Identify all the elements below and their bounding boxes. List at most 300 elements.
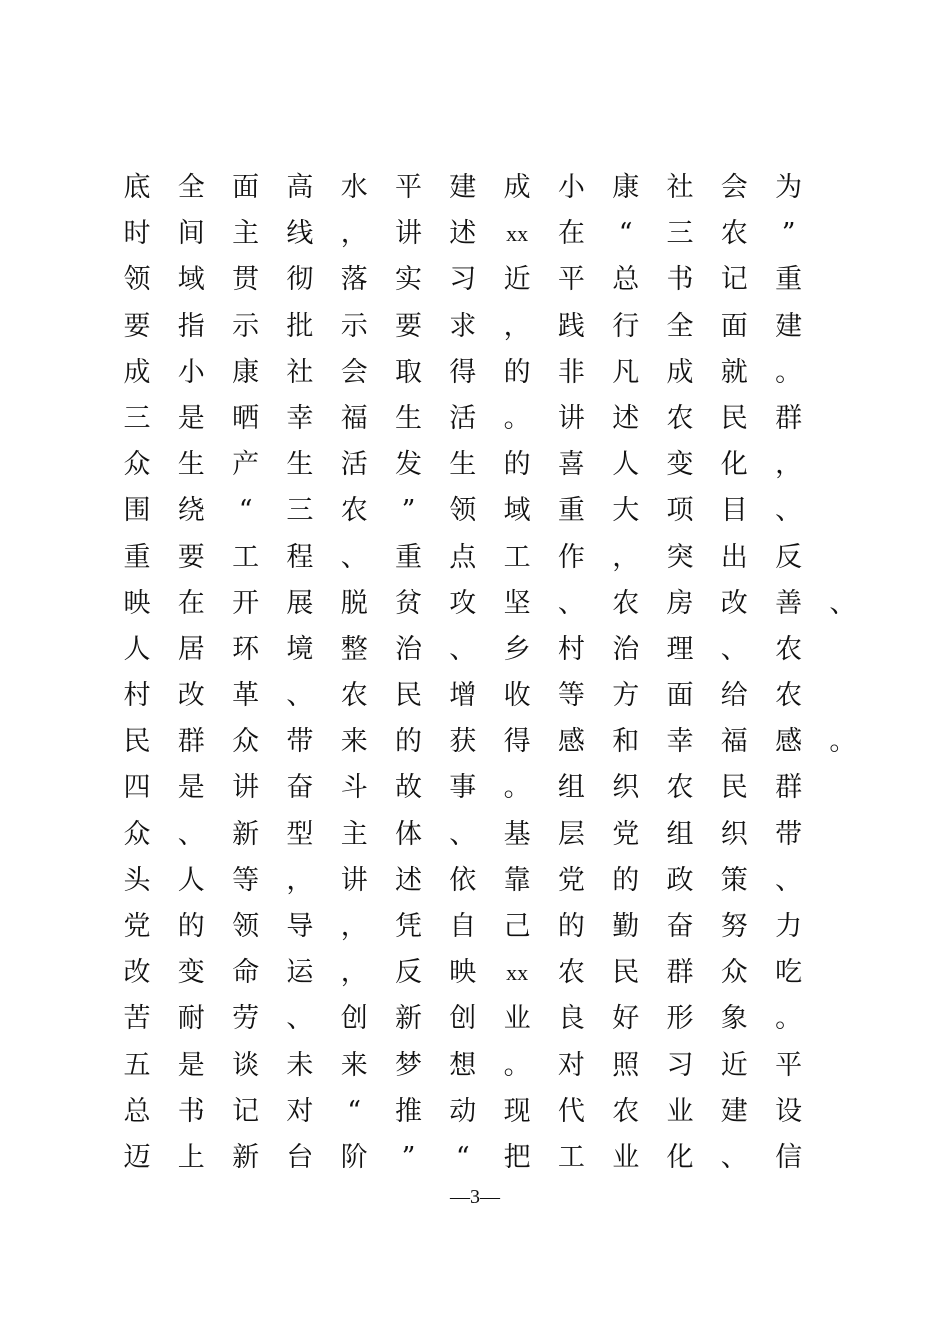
text-char: 、	[720, 1141, 748, 1173]
text-char: 行	[612, 310, 640, 342]
text-char: 晒	[232, 402, 260, 434]
text-char: 层	[557, 818, 585, 850]
text-char: 民	[612, 957, 640, 989]
text-char: 斗	[340, 772, 368, 804]
text-char: 高	[286, 172, 314, 203]
text-char: 社	[286, 356, 314, 388]
text-char: 众	[123, 449, 151, 481]
text-char: 房	[666, 587, 694, 619]
text-char: 基	[503, 818, 531, 850]
text-char: ，	[286, 864, 314, 896]
text-line	[0, 304, 950, 350]
text-char: 奋	[286, 772, 314, 804]
text-char: 居	[177, 633, 205, 665]
text-char: “	[618, 218, 633, 250]
text-char: 、	[449, 633, 477, 665]
text-char: 、	[286, 680, 314, 712]
text-char: 习	[449, 264, 477, 296]
text-char: 运	[286, 957, 314, 989]
text-char: 众	[232, 726, 260, 758]
text-char: 良	[557, 1003, 585, 1035]
text-char: 动	[449, 1095, 477, 1127]
text-char: 述	[395, 864, 422, 896]
text-char: 在	[177, 587, 205, 619]
text-char: 记	[720, 264, 748, 296]
text-char: 变	[666, 449, 694, 481]
text-line	[0, 765, 950, 811]
text-char: 把	[503, 1141, 531, 1173]
text-line	[0, 396, 950, 442]
text-char: 康	[612, 172, 640, 203]
text-char: 取	[395, 356, 422, 388]
text-char: 创	[449, 1003, 477, 1035]
text-char: 小	[557, 172, 585, 203]
text-char: 讲	[340, 864, 368, 896]
text-char: 形	[666, 1003, 694, 1035]
text-char: 农	[340, 680, 368, 712]
text-char: 组	[557, 772, 585, 804]
text-char: 带	[286, 726, 314, 758]
text-char: 民	[395, 680, 422, 712]
text-char: 彻	[286, 264, 314, 296]
text-char: 梦	[395, 1049, 422, 1081]
text-char: 勤	[612, 911, 640, 942]
text-char: 感	[775, 726, 803, 758]
text-char: 幸	[286, 402, 314, 434]
text-char: 村	[123, 680, 151, 712]
text-char: 开	[232, 587, 260, 619]
text-char: 康	[232, 356, 260, 388]
text-char: 建	[720, 1095, 748, 1127]
text-char: 吃	[775, 957, 803, 989]
text-char: 贫	[395, 587, 422, 619]
text-char: 党	[123, 911, 151, 942]
text-char: 是	[177, 1049, 205, 1081]
text-char: 、	[286, 1003, 314, 1035]
text-char: 努	[720, 911, 748, 942]
text-char: 村	[557, 633, 585, 665]
text-char: 农	[720, 218, 748, 250]
text-char: 头	[123, 864, 151, 896]
text-char: 农	[557, 957, 585, 989]
text-char: 对	[557, 1049, 585, 1081]
text-char: 乡	[503, 633, 531, 665]
text-char: 改	[177, 680, 205, 712]
text-char: 书	[666, 264, 694, 296]
text-char: 是	[177, 402, 205, 434]
text-char: 。	[775, 356, 803, 388]
text-char: 群	[177, 726, 205, 758]
text-char: 民	[720, 772, 748, 804]
text-char: 象	[720, 1003, 748, 1035]
text-char: 治	[395, 633, 422, 665]
text-char: 记	[232, 1095, 260, 1127]
text-char: ，	[612, 541, 640, 573]
text-char: ，	[503, 310, 531, 342]
text-char: 示	[232, 310, 260, 342]
text-line	[0, 1089, 950, 1135]
text-line	[0, 350, 950, 396]
text-char: 故	[395, 772, 422, 804]
text-char: 得	[503, 726, 531, 758]
text-char: 现	[503, 1095, 531, 1127]
text-char: 业	[503, 1003, 531, 1035]
text-char: 底	[123, 172, 151, 203]
page-number: —3—	[450, 1186, 500, 1208]
text-char: 、	[775, 495, 803, 527]
text-line	[0, 211, 950, 257]
text-char: 工	[503, 541, 531, 573]
text-char: 策	[720, 864, 748, 896]
text-char: 述	[612, 402, 640, 434]
text-char: 域	[503, 495, 531, 527]
text-char: 。	[829, 726, 857, 758]
text-char: ，	[340, 911, 368, 942]
text-char: 全	[666, 310, 694, 342]
text-char: 攻	[449, 587, 477, 619]
text-char: 变	[177, 957, 205, 989]
text-line	[0, 904, 950, 950]
text-char: 党	[612, 818, 640, 850]
body-text	[0, 165, 950, 1181]
text-char: 好	[612, 1003, 640, 1035]
text-char: 反	[775, 541, 803, 573]
text-char: 目	[720, 495, 748, 527]
text-char: ”	[401, 1141, 416, 1173]
text-char: 重	[775, 264, 803, 296]
text-char: 示	[340, 310, 368, 342]
text-char: 间	[177, 218, 205, 250]
text-char: 境	[286, 633, 314, 665]
text-char: 书	[177, 1095, 205, 1127]
text-char: 的	[503, 449, 531, 481]
text-char: “	[455, 1141, 470, 1173]
text-char: 方	[612, 680, 640, 712]
text-char: 映	[123, 587, 151, 619]
text-char: xx	[506, 960, 529, 986]
text-char: 近	[503, 264, 531, 296]
text-line	[0, 627, 950, 673]
text-line	[0, 950, 950, 996]
text-char: 农	[612, 1095, 640, 1127]
text-char: 生	[286, 449, 314, 481]
text-char: 带	[775, 818, 803, 850]
text-char: 业	[612, 1141, 640, 1173]
text-line	[0, 257, 950, 303]
text-char: 水	[340, 172, 368, 203]
text-char: 农	[612, 587, 640, 619]
text-char: 落	[340, 264, 368, 296]
text-char: 代	[557, 1095, 585, 1127]
text-char: 织	[720, 818, 748, 850]
text-char: 农	[775, 680, 803, 712]
text-char: 福	[340, 402, 368, 434]
text-char: 四	[123, 772, 151, 804]
text-char: 奋	[666, 911, 694, 942]
text-char: 面	[232, 172, 260, 203]
text-char: 劳	[232, 1003, 260, 1035]
text-char: 批	[286, 310, 314, 342]
text-char: 力	[775, 911, 803, 942]
text-char: 化	[666, 1141, 694, 1173]
text-char: 上	[177, 1141, 205, 1173]
text-char: 命	[232, 957, 260, 989]
text-char: 民	[123, 726, 151, 758]
text-char: 化	[720, 449, 748, 481]
text-line	[0, 442, 950, 488]
text-char: 农	[340, 495, 368, 527]
text-char: ，	[340, 957, 368, 989]
text-char: 台	[286, 1141, 314, 1173]
text-line	[0, 673, 950, 719]
text-char: 来	[340, 1049, 368, 1081]
text-char: 突	[666, 541, 694, 573]
text-char: 环	[232, 633, 260, 665]
text-char: 幸	[666, 726, 694, 758]
text-char: 的	[612, 864, 640, 896]
text-char: xx	[506, 221, 529, 247]
text-char: 域	[177, 264, 205, 296]
text-char: 重	[123, 541, 151, 573]
text-char: 等	[232, 864, 260, 896]
text-char: 领	[449, 495, 477, 527]
text-char: 贯	[232, 264, 260, 296]
text-char: 众	[720, 957, 748, 989]
text-char: 群	[775, 402, 803, 434]
text-char: 改	[720, 587, 748, 619]
text-char: 三	[666, 218, 694, 250]
text-char: 指	[177, 310, 205, 342]
text-line	[0, 488, 950, 534]
text-char: 点	[449, 541, 477, 573]
text-char: 的	[503, 356, 531, 388]
text-char: 成	[503, 172, 531, 203]
text-char: 工	[232, 541, 260, 573]
text-line	[0, 535, 950, 581]
text-char: 小	[177, 356, 205, 388]
text-char: “	[347, 1095, 362, 1127]
text-char: 群	[666, 957, 694, 989]
text-char: 主	[232, 218, 260, 250]
text-char: 讲	[232, 772, 260, 804]
text-char: 在	[557, 218, 585, 250]
text-char: 凭	[395, 911, 422, 942]
text-char: 会	[720, 172, 748, 203]
text-char: “	[238, 495, 253, 527]
text-char: 发	[395, 449, 422, 481]
text-char: 时	[123, 218, 151, 250]
text-char: 。	[503, 402, 531, 434]
text-char: 党	[557, 864, 585, 896]
text-char: 映	[449, 957, 477, 989]
text-char: 民	[720, 402, 748, 434]
text-char: 成	[123, 356, 151, 388]
text-char: 是	[177, 772, 205, 804]
text-char: 。	[775, 1003, 803, 1035]
text-char: 苦	[123, 1003, 151, 1035]
text-char: 大	[612, 495, 640, 527]
text-char: 总	[612, 264, 640, 296]
text-char: 活	[340, 449, 368, 481]
text-char: 重	[557, 495, 585, 527]
text-char: 耐	[177, 1003, 205, 1035]
text-char: 近	[720, 1049, 748, 1081]
text-char: 非	[557, 356, 585, 388]
text-char: ，	[775, 449, 803, 481]
text-char: 对	[286, 1095, 314, 1127]
text-char: 感	[557, 726, 585, 758]
text-char: 求	[449, 310, 477, 342]
text-char: 、	[775, 864, 803, 896]
text-char: 、	[449, 818, 477, 850]
text-char: 凡	[612, 356, 640, 388]
text-char: 农	[666, 772, 694, 804]
text-char: 面	[720, 310, 748, 342]
text-char: 作	[557, 541, 585, 573]
text-char: 、	[557, 587, 585, 619]
text-char: 众	[123, 818, 151, 850]
text-char: 主	[340, 818, 368, 850]
text-char: 来	[340, 726, 368, 758]
text-char: 阶	[340, 1141, 368, 1173]
text-char: 农	[666, 402, 694, 434]
text-char: 生	[395, 402, 422, 434]
text-char: 项	[666, 495, 694, 527]
text-char: 的	[395, 726, 422, 758]
text-char: 型	[286, 818, 314, 850]
text-char: 获	[449, 726, 477, 758]
text-char: 业	[666, 1095, 694, 1127]
text-char: 事	[449, 772, 477, 804]
text-char: 平	[557, 264, 585, 296]
text-char: 述	[449, 218, 477, 250]
text-char: 实	[395, 264, 422, 296]
text-char: 、	[177, 818, 205, 850]
text-char: 出	[720, 541, 748, 573]
text-char: 谈	[232, 1049, 260, 1081]
text-char: 生	[177, 449, 205, 481]
text-char: 习	[666, 1049, 694, 1081]
text-char: 讲	[557, 402, 585, 434]
text-char: 政	[666, 864, 694, 896]
text-char: 人	[123, 633, 151, 665]
text-char: 新	[395, 1003, 422, 1035]
text-char: 依	[449, 864, 477, 896]
text-char: 新	[232, 1141, 260, 1173]
text-char: 自	[449, 911, 477, 942]
text-char: 体	[395, 818, 422, 850]
text-char: 活	[449, 402, 477, 434]
text-char: 围	[123, 495, 151, 527]
text-char: 善	[775, 587, 803, 619]
text-char: 会	[340, 356, 368, 388]
text-char: 新	[232, 818, 260, 850]
text-char: 社	[666, 172, 694, 203]
text-char: 重	[395, 541, 422, 573]
text-char: 信	[775, 1141, 803, 1173]
text-char: 给	[720, 680, 748, 712]
text-char: 农	[775, 633, 803, 665]
text-char: 革	[232, 680, 260, 712]
text-char: 增	[449, 680, 477, 712]
text-char: 面	[666, 680, 694, 712]
text-char: 为	[775, 172, 803, 203]
text-char: 践	[557, 310, 585, 342]
text-char: 建	[775, 310, 803, 342]
text-char: 领	[123, 264, 151, 296]
text-char: 。	[503, 772, 531, 804]
text-char: 靠	[503, 864, 531, 896]
text-char: 喜	[557, 449, 585, 481]
text-line	[0, 581, 950, 627]
text-char: 领	[232, 911, 260, 942]
text-char: 改	[123, 957, 151, 989]
text-char: 讲	[395, 218, 422, 250]
text-char: 整	[340, 633, 368, 665]
text-char: 要	[395, 310, 422, 342]
text-line	[0, 165, 950, 211]
text-line	[0, 719, 950, 765]
text-char: 展	[286, 587, 314, 619]
text-char: 五	[123, 1049, 151, 1081]
text-char: 坚	[503, 587, 531, 619]
text-char: 平	[395, 172, 422, 203]
text-char: 三	[123, 402, 151, 434]
text-char: 设	[775, 1095, 803, 1127]
text-char: 推	[395, 1095, 422, 1127]
text-char: 的	[557, 911, 585, 942]
text-char: 反	[395, 957, 422, 989]
text-char: 成	[666, 356, 694, 388]
text-line	[0, 858, 950, 904]
text-char: 未	[286, 1049, 314, 1081]
text-char: 要	[123, 310, 151, 342]
text-char: 绕	[177, 495, 205, 527]
text-char: 导	[286, 911, 314, 942]
text-char: 理	[666, 633, 694, 665]
text-char: ”	[781, 218, 796, 250]
text-char: 织	[612, 772, 640, 804]
text-char: 人	[177, 864, 205, 896]
text-char: 得	[449, 356, 477, 388]
text-char: 迈	[123, 1141, 151, 1173]
text-char: 己	[503, 911, 531, 942]
text-char: 。	[503, 1049, 531, 1081]
text-char: 、	[720, 633, 748, 665]
text-char: 群	[775, 772, 803, 804]
text-char: 创	[340, 1003, 368, 1035]
text-char: 、	[829, 587, 857, 619]
text-line	[0, 812, 950, 858]
text-char: 人	[612, 449, 640, 481]
text-char: ”	[401, 495, 416, 527]
text-char: 组	[666, 818, 694, 850]
text-char: 总	[123, 1095, 151, 1127]
text-char: 程	[286, 541, 314, 573]
text-char: 建	[449, 172, 477, 203]
text-char: 照	[612, 1049, 640, 1081]
text-char: 等	[557, 680, 585, 712]
text-char: ，	[340, 218, 368, 250]
text-char: 生	[449, 449, 477, 481]
text-char: 和	[612, 726, 640, 758]
text-char: 就	[720, 356, 748, 388]
text-char: 三	[286, 495, 314, 527]
text-char: 要	[177, 541, 205, 573]
text-char: 的	[177, 911, 205, 942]
text-char: 福	[720, 726, 748, 758]
text-char: 平	[775, 1049, 803, 1081]
